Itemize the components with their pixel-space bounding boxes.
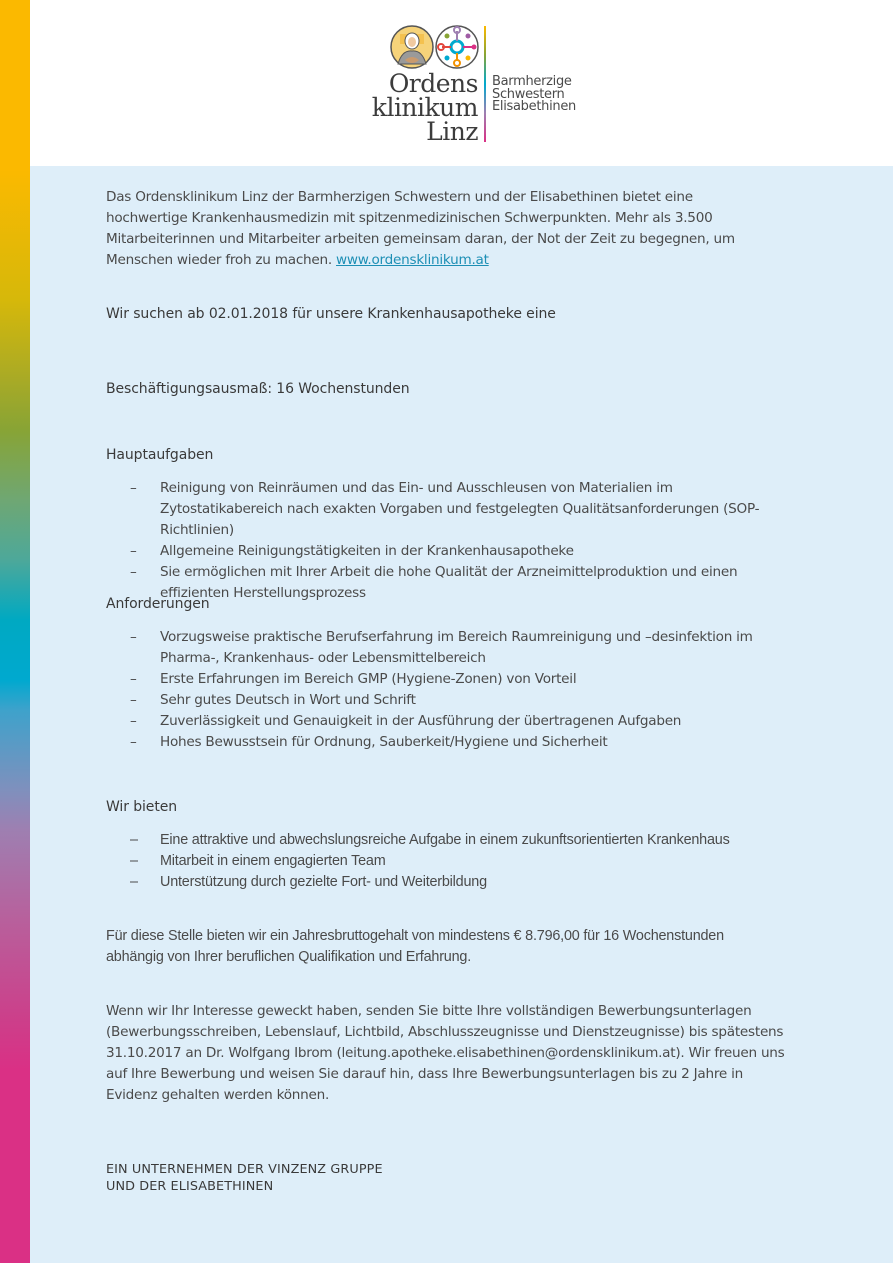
requirements-heading: Anforderungen: [106, 596, 210, 612]
dash-bullet: –: [130, 832, 138, 848]
dash-bullet: –: [130, 671, 137, 687]
footer-line: EIN UNTERNEHMEN DER VINZENZ GRUPPE: [106, 1162, 383, 1177]
wordmark-line: Linz: [426, 117, 478, 146]
dash-bullet: –: [130, 853, 138, 869]
dash-bullet: –: [130, 480, 137, 496]
search-line: Wir suchen ab 02.01.2018 für unsere Krankenhausapotheke eine: [106, 306, 556, 322]
list-item: [106, 690, 766, 711]
subtitle-line: Schwestern: [492, 86, 565, 102]
wordmark-line: klinikum: [371, 93, 478, 122]
list-item-text: Hohes Bewusstsein für Ordnung, Sauberkeit/Hygiene und Sicherheit: [160, 734, 608, 750]
list-item: [106, 830, 826, 851]
dash-bullet: –: [130, 629, 137, 645]
application-paragraph: Wenn wir Ihr Interesse geweckt haben, senden Sie bitte Ihre vollständigen Bewerbungsunterlagen (Bewerbungsschreiben, Lebenslauf, Lichtbild, Abschlusszeugnisse und Dienstzeugnisse) bis spätestens 31.10.2017 an Dr. Wolfgang Ibrom (leitung.apotheke.elisabethinen@ordensklinikum.at). Wir freuen uns auf Ihre Bewerbung und weisen Sie darauf hin, dass Ihre Bewerbungsunterlagen bis zu 2 Jahre in Evidenz gehalten werden können.: [106, 1003, 785, 1103]
header: [30, 0, 893, 166]
list-item-text: Unterstützung durch gezielte Fort- und Weiterbildung: [160, 874, 487, 890]
list-item: [106, 541, 796, 562]
dash-bullet: –: [130, 874, 138, 890]
list-item: [106, 627, 766, 669]
footer-company-note: [106, 1161, 506, 1195]
dash-bullet: –: [130, 543, 137, 559]
intro-paragraph: [106, 187, 776, 271]
subtitle-line: Barmherzige: [492, 74, 572, 89]
list-item-text: Reinigung von Reinräumen und das Ein- und Ausschleusen von Materialien im Zytostatikabereich nach exakten Vorgaben und festgelegten Qualitätsanforderungen (SOP-Richtlinien): [160, 480, 760, 538]
list-item-text: Eine attraktive und abwechslungsreiche Aufgabe in einem zukunftsorientierten Krankenhaus: [160, 832, 730, 848]
list-item-text: Allgemeine Reinigungstätigkeiten in der Krankenhausapotheke: [160, 543, 574, 559]
list-item: [106, 478, 796, 541]
list-item-text: Mitarbeit in einem engagierten Team: [160, 853, 386, 869]
wordmark-line: Ordens: [388, 69, 478, 98]
list-item: [106, 711, 766, 732]
logo-divider: [484, 26, 486, 142]
dash-bullet: –: [130, 564, 137, 580]
employment-scope: Beschäftigungsausmaß: 16 Wochenstunden: [106, 381, 410, 397]
intro-text: Das Ordensklinikum Linz der Barmherzigen Schwestern und der Elisabethinen bietet eine hochwertige Krankenhausmedizin mit spitzenmedizinischen Schwerpunkten. Mehr als 3.500 Mitarbeiterinnen und Mitarbeiter arbeiten gemeinsam daran, der Not der Zeit zu begegnen, um Menschen wieder froh zu machen.: [106, 189, 735, 268]
logo-subtitle: [492, 76, 576, 114]
logo-wordmark: [360, 69, 478, 146]
list-item: [106, 872, 826, 893]
offer-list: [106, 830, 826, 893]
list-item-text: Sehr gutes Deutsch in Wort und Schrift: [160, 692, 416, 708]
list-item: [106, 669, 766, 690]
network-symbol-icon: [436, 26, 478, 68]
offer-heading: Wir bieten: [106, 799, 177, 815]
requirements-list: [106, 627, 766, 753]
logo-emblems: [390, 24, 480, 70]
main-tasks-list: [106, 478, 796, 604]
website-link[interactable]: www.ordensklinikum.at: [336, 252, 489, 268]
ordensklinikum-logo: [360, 24, 590, 144]
subtitle-line: Elisabethinen: [492, 99, 576, 114]
list-item-text: Erste Erfahrungen im Bereich GMP (Hygiene-Zonen) von Vorteil: [160, 671, 577, 687]
list-item-text: Sie ermöglichen mit Ihrer Arbeit die hohe Qualität der Arzneimittelproduktion und einen effizienten Herstellungsprozess: [160, 564, 738, 601]
salary-paragraph: Für diese Stelle bieten wir ein Jahresbruttogehalt von mindestens € 8.796,00 für 16 Wochenstunden abhängig von Ihrer beruflichen Qualifikation und Erfahrung.: [106, 928, 724, 965]
list-item-text: Vorzugsweise praktische Berufserfahrung im Bereich Raumreinigung und –desinfektion im Pharma-, Krankenhaus- oder Lebensmittelbereich: [160, 629, 753, 666]
main-tasks-heading: Hauptaufgaben: [106, 447, 214, 463]
list-item: [106, 851, 826, 872]
color-gradient-sidebar: [0, 0, 30, 1263]
list-item-text: Zuverlässigkeit und Genauigkeit in der Ausführung der übertragenen Aufgaben: [160, 713, 682, 729]
list-item: [106, 732, 766, 753]
dash-bullet: –: [130, 713, 137, 729]
dash-bullet: –: [130, 692, 137, 708]
footer-line: UND DER ELISABETHINEN: [106, 1179, 274, 1194]
dash-bullet: –: [130, 734, 137, 750]
saint-portrait-icon: [391, 26, 433, 68]
